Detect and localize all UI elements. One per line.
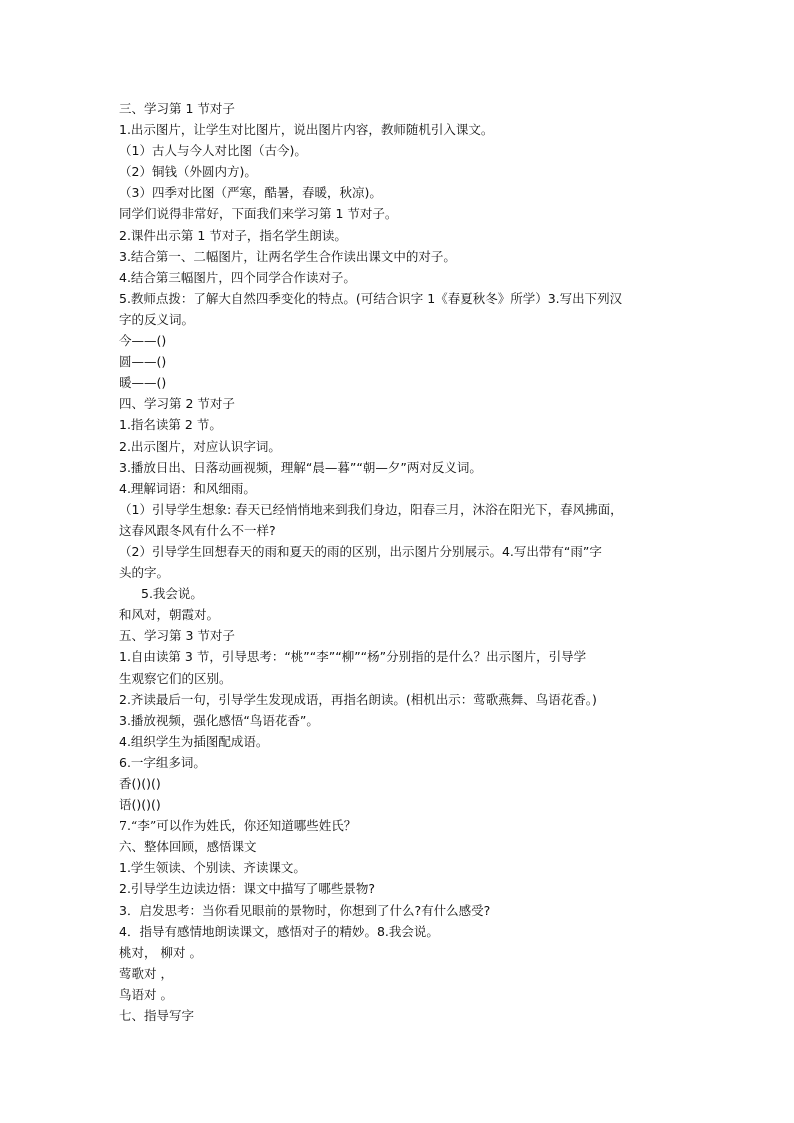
paragraph: 头的字。 xyxy=(119,565,170,581)
antonym-item: 暖——() xyxy=(119,375,167,391)
paragraph: 4．指导有感情地朗读课文，感悟对子的精妙。8.我会说。 xyxy=(119,923,439,939)
paragraph: 1.出示图片，让学生对比图片，说出图片内容，教师随机引入课文。 xyxy=(119,122,494,138)
paragraph: 1.学生领读、个别读、齐读课文。 xyxy=(119,860,306,876)
word-group-item: 语()()() xyxy=(119,797,161,813)
paragraph: 4.组织学生为插图配成语。 xyxy=(119,733,269,749)
paragraph: （2）引导学生回想春天的雨和夏天的雨的区别，出示图片分别展示。4.写出带有“雨”字 xyxy=(119,543,602,559)
paragraph: 4.结合第三幅图片，四个同学合作读对子。 xyxy=(119,269,356,285)
paragraph: 3.播放日出、日落动画视频，理解“晨—暮”“朝—夕”两对反义词。 xyxy=(119,459,482,475)
paragraph: 3.结合第一、二幅图片，让两名学生合作读出课文中的对子。 xyxy=(119,248,456,264)
paragraph: 同学们说得非常好，下面我们来学习第 1 节对子。 xyxy=(119,206,398,222)
couplet-item: 鸟语对 。 xyxy=(119,986,173,1002)
paragraph: 2.课件出示第 1 节对子，指名学生朗读。 xyxy=(119,227,347,243)
section-heading-4: 四、学习第 2 节对子 xyxy=(119,396,235,412)
couplet-item: 莺歌对 ， xyxy=(119,965,173,981)
paragraph: 2.出示图片，对应认识字词。 xyxy=(119,438,281,454)
section-heading-5: 五、学习第 3 节对子 xyxy=(119,628,235,644)
paragraph: （2）铜钱（外圆内方)。 xyxy=(119,164,257,180)
section-heading-7: 七、指导写字 xyxy=(119,1008,195,1024)
paragraph: （1）古人与今人对比图（古今)。 xyxy=(119,143,307,159)
word-group-item: 香()()() xyxy=(119,776,161,791)
antonym-item: 今——() xyxy=(119,333,167,349)
paragraph: （1）引导学生想象: 春天已经悄悄地来到我们身边，阳春三月，沐浴在阳光下，春风拂面， xyxy=(119,501,623,517)
paragraph: 生观察它们的区别。 xyxy=(119,670,232,686)
paragraph: 1.指名读第 2 节。 xyxy=(119,417,222,433)
paragraph: 这春风跟冬风有什么不一样? xyxy=(119,522,276,538)
paragraph: 字的反义词。 xyxy=(119,311,195,327)
paragraph: 7.“李”可以作为姓氏，你还知道哪些姓氏？ xyxy=(119,818,357,834)
paragraph: 和风对，朝霞对。 xyxy=(119,607,220,623)
paragraph: 5.教师点拨：了解大自然四季变化的特点。(可结合识字 1《春夏秋冬》所学）3.写出下列汉 xyxy=(119,290,623,306)
paragraph: （3）四季对比图（严寒，酷暑，春暖，秋凉)。 xyxy=(119,185,382,201)
paragraph: 4.理解词语：和风细雨。 xyxy=(119,480,256,496)
paragraph: 2.齐读最后一句，引导学生发现成语，再指名朗读。(相机出示：莺歌燕舞、鸟语花香。) xyxy=(119,691,597,707)
paragraph: 1.自由读第 3 节，引导思考：“桃”“李”“柳”“杨”分别指的是什么？出示图片，引导学 xyxy=(119,649,587,665)
couplet-item: 桃对， 柳对 。 xyxy=(119,944,202,960)
paragraph: 3.播放视频，强化感悟“鸟语花香”。 xyxy=(119,712,319,728)
section-heading-6: 六、整体回顾，感悟课文 xyxy=(119,839,257,855)
paragraph: 6.一字组多词。 xyxy=(119,754,206,770)
paragraph: 2.引导学生边读边悟：课文中描写了哪些景物? xyxy=(119,881,376,897)
paragraph: 5.我会说。 xyxy=(141,586,203,602)
document-body xyxy=(119,98,689,1026)
paragraph: 3．启发思考：当你看见眼前的景物时，你想到了什么?有什么感受? xyxy=(119,902,491,918)
antonym-item: 圆——() xyxy=(119,354,167,370)
section-heading-3: 三、学习第 1 节对子 xyxy=(119,101,235,116)
